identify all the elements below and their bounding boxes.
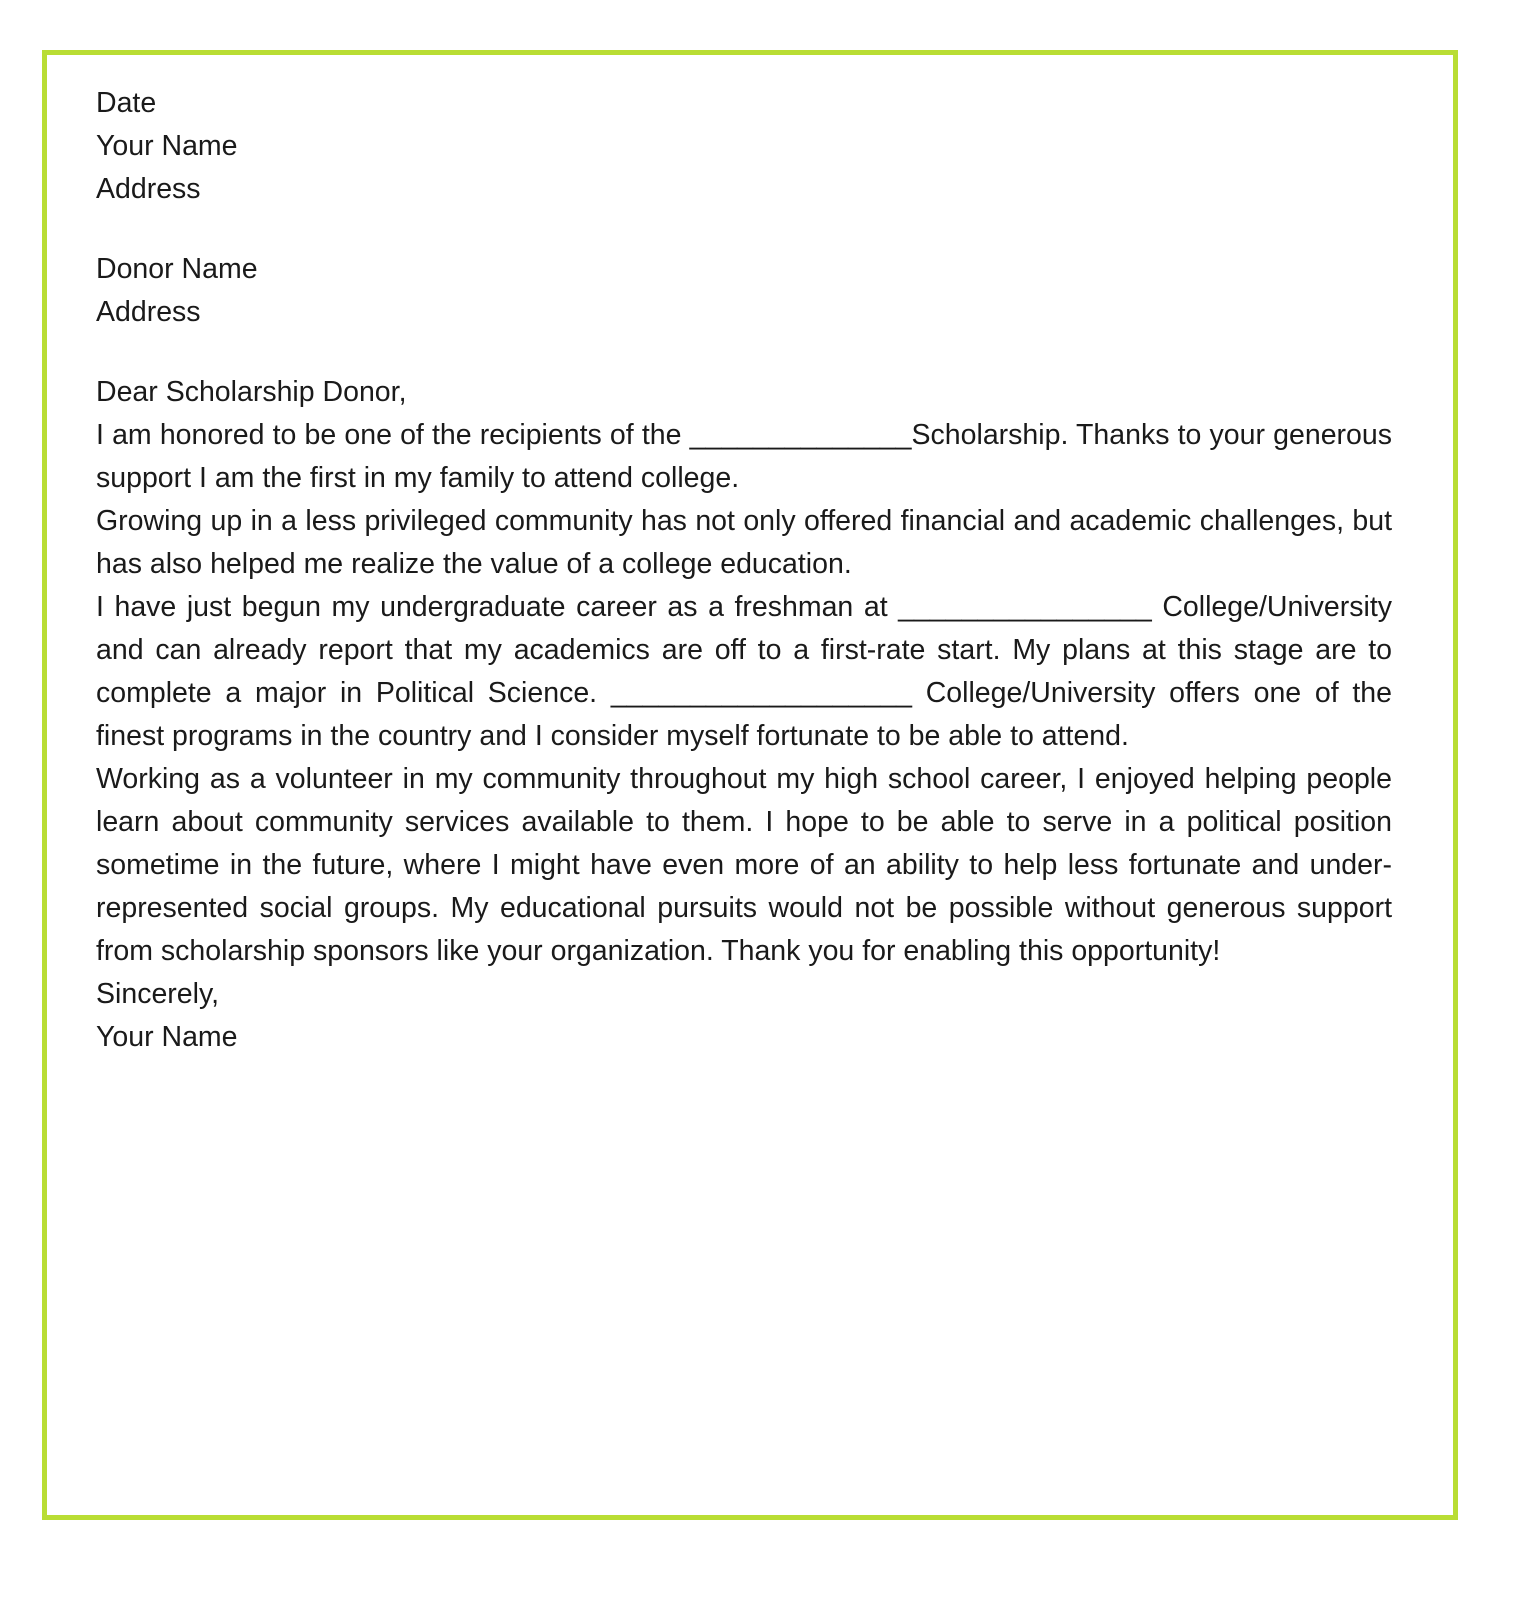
sender-name: Your Name [96, 130, 238, 162]
sender-address: Address [96, 173, 201, 205]
paragraph-2: Growing up in a less privileged community has not only offered financial and academic challenges, but has also helped me realize the value of a college education. [96, 505, 1392, 580]
closing: Sincerely, [96, 978, 220, 1010]
paragraph-4: Working as a volunteer in my community throughout my high school career, I enjoyed helping people learn about community services available to them. I hope to be able to serve in a political position sometime in the future, where I might have even more of an ability to help less fortunate and under-represented social groups. My educational pursuits would not be possible without generous support from scholarship sponsors like your organization. Thank you for enabling this opportunity! [96, 763, 1392, 967]
letter-date: Date [96, 87, 157, 119]
recipient-block [96, 248, 1392, 334]
sender-block [96, 125, 1392, 211]
paragraph-3: I have just begun my undergraduate career as a freshman at ________________ College/University and can already report that my academics are off to a first-rate start. My plans at this stage are to complete a major in Political Science. ___________________ College/University offers one of the finest programs in the country and I consider myself fortunate to be able to attend. [96, 591, 1392, 752]
letter-body [96, 82, 1392, 1059]
signature: Your Name [96, 1021, 238, 1053]
salutation: Dear Scholarship Donor, [96, 376, 407, 408]
recipient-name: Donor Name [96, 253, 258, 285]
recipient-address: Address [96, 296, 201, 328]
paragraph-1: I am honored to be one of the recipients of the ______________Scholarship. Thanks to your generous support I am the first in my family to attend college. [96, 419, 1392, 494]
